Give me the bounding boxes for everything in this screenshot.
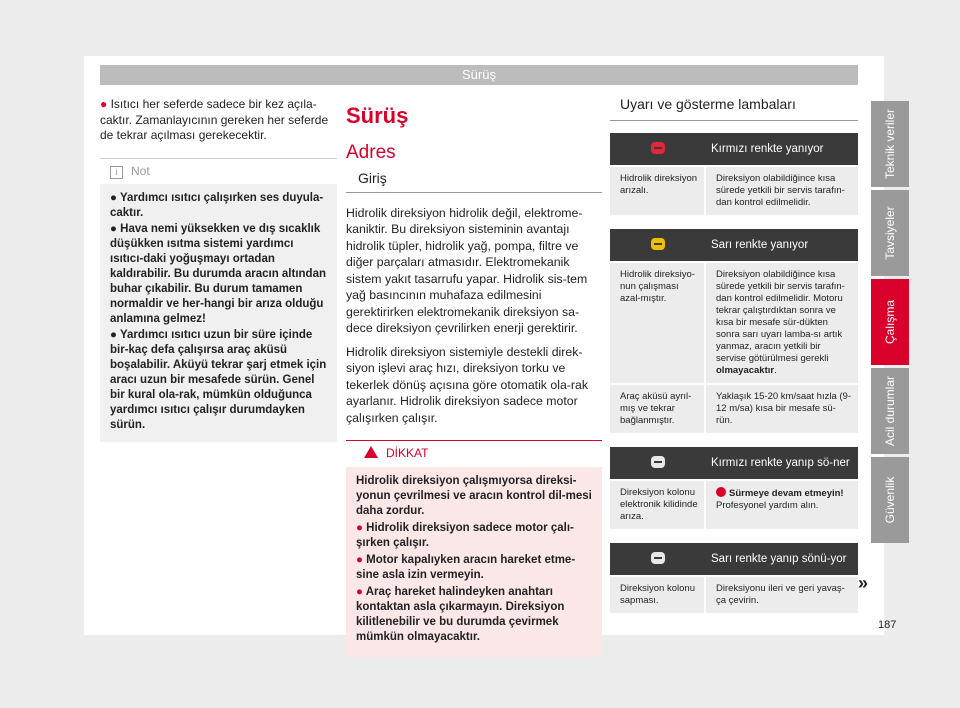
lamp-table-header: Sarı renkte yanıp sönü-yor xyxy=(705,543,858,576)
warning-header: DİKKAT xyxy=(346,441,602,467)
note-box xyxy=(100,158,337,443)
body-paragraph: Hidrolik direksiyon hidrolik değil, elektrome-kaniktir. Bu direksiyon sisteminin avantajı hidrolik tüpler, hidrolik yağ, pompa, filtre ve diğer parçaları atmasıdır. Elektromekanik sistem yakıt tasarrufu yapar. Hidrolik sis-tem yağ basıncının muhafaza edilmesini gerektirirken elektromekanik direksiyon sa-dece direksiyon çevrilirken enerji gerektirir. xyxy=(346,205,588,335)
table-row: Araç aküsü ayrıl-mış ve tekrar bağlanmıştır. Yaklaşık 15-20 km/saat hızla (9-12 m/sa) kısa bir mesafe sü-rün. xyxy=(610,384,858,433)
lamp-table-red-on xyxy=(610,133,858,215)
note-item: ● Yardımcı ısıtıcı çalışırken ses duyula-caktır. xyxy=(110,192,324,219)
table-row: Direksiyon kolonu elektronik kilidinde arıza. Sürmeye devam etmeyin! Profesyonel yardım alın. xyxy=(610,480,858,529)
warning-intro: Hidrolik direksiyon çalışmıyorsa direksi-yonun çevrilmesi ve aracın kontrol dil-mesi daha zordur. xyxy=(356,474,592,517)
continue-arrow-icon: » xyxy=(858,573,869,593)
lamps-title: Uyarı ve gösterme lambaları xyxy=(610,94,858,121)
note-body xyxy=(100,184,337,442)
section-title: Adres xyxy=(346,142,396,163)
warning-box xyxy=(346,440,602,657)
steering-lock-lamp-icon xyxy=(651,552,665,564)
tab-guvenlik[interactable]: Güvenlik xyxy=(871,457,909,543)
stop-icon xyxy=(716,487,726,497)
column-right xyxy=(610,94,858,627)
table-row: Hidrolik direksiyon arızalı. Direksiyon olabildiğince kısa sürede yetkili bir servis tarafın-dan kontrol edilmelidir. xyxy=(610,166,858,215)
lamp-table-header: Sarı renkte yanıyor xyxy=(705,229,858,262)
tab-acil-durumlar[interactable]: Acil durumlar xyxy=(871,368,909,454)
table-row: Direksiyon kolonu sapması. Direksiyonu ileri ve geri yavaş-ça çevirin. xyxy=(610,576,858,613)
tab-tavsiyeler[interactable]: Tavsiyeler xyxy=(871,190,909,276)
column-middle xyxy=(346,103,602,657)
note-item: ● Yardımcı ısıtıcı uzun bir süre içinde bir-kaç defa çalışırsa araç aküsü boşalabilir. Aküyü tekrar şarj etmek için aracı uzun bir mesafede sürün. Genel bir kural ola-rak, mümkün olduğunca yardımcı ısıtıcı çalışır durumdayken sürün. xyxy=(110,329,327,431)
intro-paragraph: ● Isıtıcı her seferde sadece bir kez açıla-caktır. Zamanlayıcının gereken her seferde de tekrar açılması gerekecektir. xyxy=(100,97,329,142)
steering-lock-lamp-icon xyxy=(651,456,665,468)
lamp-table-red-flash xyxy=(610,447,858,529)
info-icon: i xyxy=(110,166,123,179)
steering-warning-lamp-icon xyxy=(651,238,665,250)
column-left xyxy=(100,97,337,442)
bullet-icon: ● xyxy=(100,97,111,111)
warning-item: ● Araç hareket halindeyken anahtarı kontaktan asla çıkarmayın. Direksiyon kilitlenebilir ve bu durumda çevirmek mümkün olmayacaktır. xyxy=(356,585,565,643)
warning-body xyxy=(346,467,602,657)
tab-teknik-veriler[interactable]: Teknik veriler xyxy=(871,101,909,187)
chapter-title: Sürüş xyxy=(346,103,409,128)
warning-item: ● Motor kapalıyken aracın hareket etme-sine asla izin vermeyin. xyxy=(356,553,576,581)
table-row: Hidrolik direksiyo-nun çalışması azal-mıştır. Direksiyon olabildiğince kısa sürede yetkili bir servis tarafın-dan kontrol edilmelidir. Motoru tekrar çalıştırdıktan sonra ve kısa bir mesafe sür-dükten sonra sarı uyarı lamba-sı artık yanmaz, aracın yetkili bir servise götürülmesi gerekli olmayacaktır. xyxy=(610,262,858,384)
side-tabs xyxy=(871,101,909,546)
lamp-table-yellow-on xyxy=(610,229,858,433)
warning-triangle-icon xyxy=(364,446,378,458)
note-item: ● Hava nemi yüksekken ve dış sıcaklık düşükken ısıtma sistemi yardımcı ısıtıcı-daki yoğuşmayı ortadan kaldırabilir. Bu durumda aracın altından buhar çıkabilir. Bu durum tamamen normaldir ve her-hangi bir arıza olduğu anlamına gelmez! xyxy=(110,223,326,325)
tab-calisma[interactable]: Çalışma xyxy=(871,279,909,365)
page-number: 187 xyxy=(878,619,897,631)
subsection-title: Giriş xyxy=(346,165,602,193)
lamp-table-header: Kırmızı renkte yanıyor xyxy=(705,133,858,166)
lamp-table-header: Kırmızı renkte yanıp sö-ner xyxy=(705,447,858,480)
section-header: Sürüş xyxy=(100,65,858,85)
lamp-table-yellow-flash xyxy=(610,543,858,613)
note-header: i Not xyxy=(100,159,337,185)
steering-warning-lamp-icon xyxy=(651,142,665,154)
body-paragraph: Hidrolik direksiyon sistemiyle destekli direk-siyon işlevi araç hızı, direksiyon torku ve tekerlek dönüş açısına göre otomatik ola-rak ayarlanır. Hidrolik direksiyon sadece motor çalışırken çalışır. xyxy=(346,344,588,425)
warning-item: ● Hidrolik direksiyon sadece motor çalı-şırken çalışır. xyxy=(356,521,574,549)
